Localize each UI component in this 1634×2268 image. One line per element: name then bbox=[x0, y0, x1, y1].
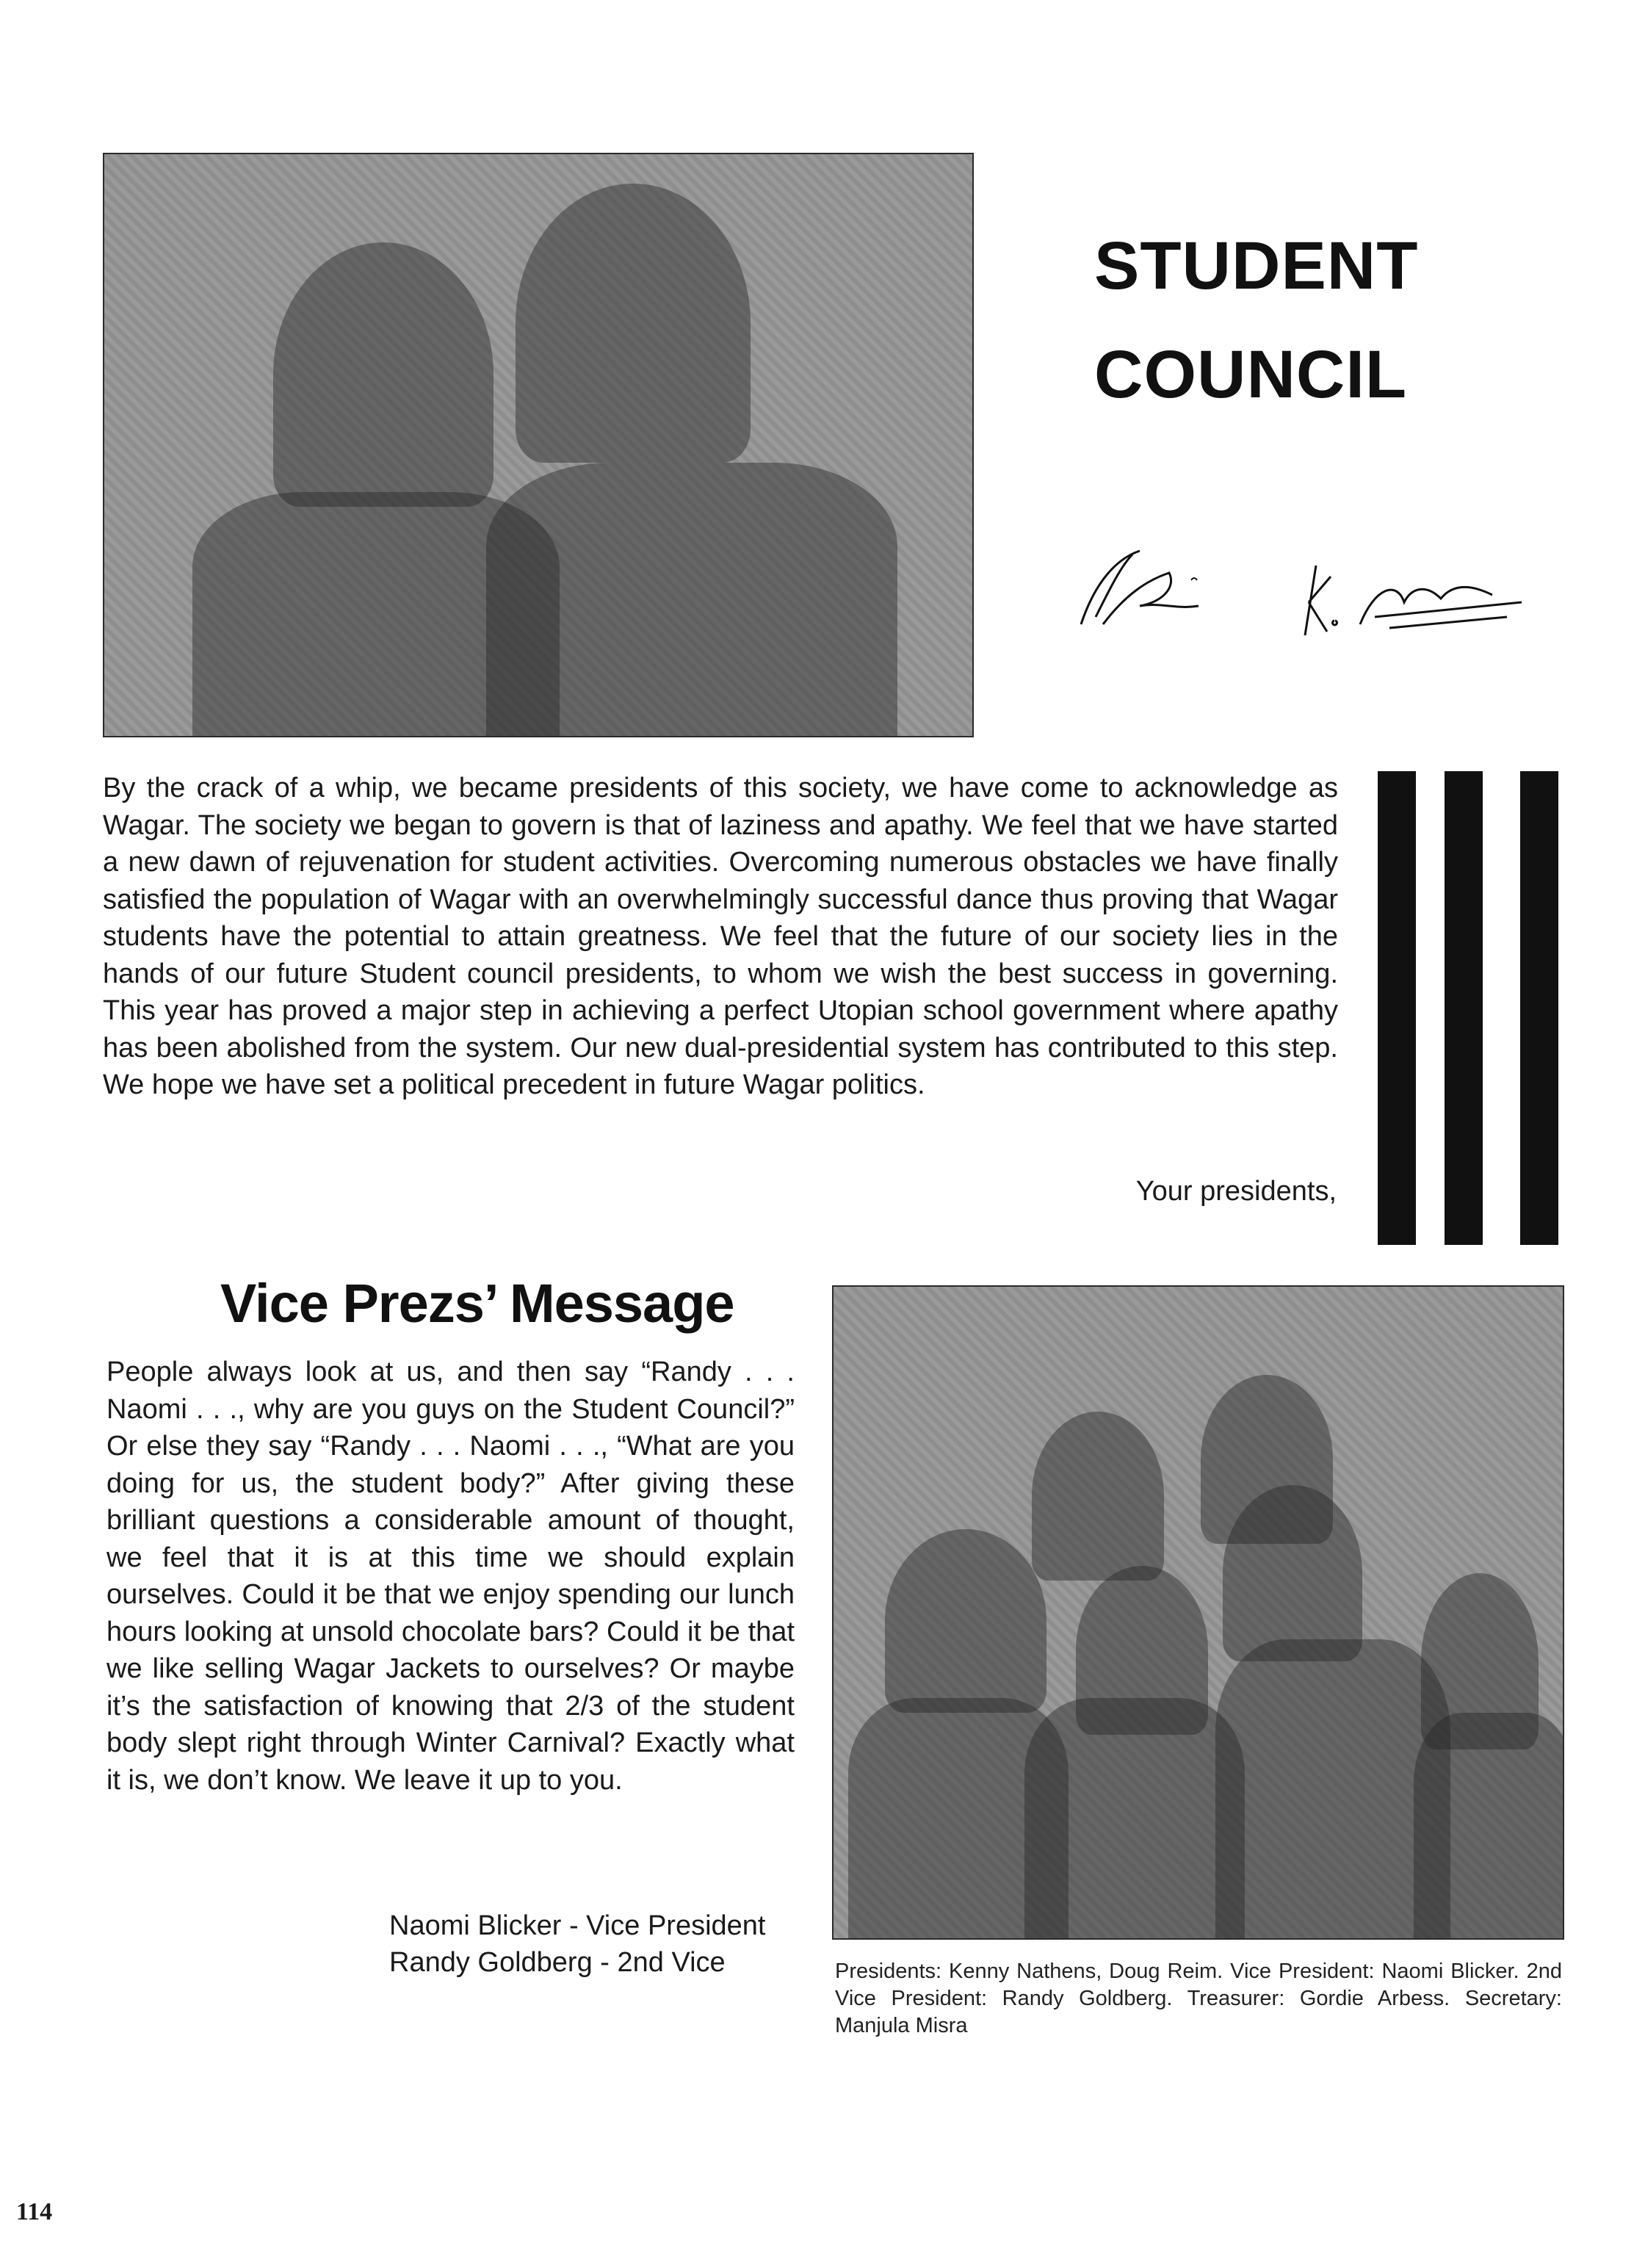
group-photo-caption: Presidents: Kenny Nathens, Doug Reim. Vice President: Naomi Blicker. 2nd Vice President: Randy Goldberg. Treasurer: Gordie Arbess. Secretary: Manjula Misra bbox=[835, 1960, 1562, 2037]
title-line-2: COUNCIL bbox=[1094, 337, 1408, 412]
vice-signature-line-2: Randy Goldberg - 2nd Vice bbox=[389, 1947, 726, 1978]
vice-message-body: People always look at us, and then say “Randy . . . Naomi . . ., why are you guys on the Student Council?” Or else they say “Randy . . . Naomi . . ., “What are you doing for us, the student body?” After giving these brilliant questions a considerable amount of thought, we feel that it is at this time we should explain ourselves. Could it be that we enjoy spending our lunch hours looking at unsold chocolate bars? Could it be that we like selling Wagar Jackets to ourselves? Or maybe it’s the satisfaction of knowing that 2/3 of the student body slept right through Winter Carnival? Exactly what it is, we don’t know. We leave it up to you. bbox=[106, 1357, 795, 1796]
page-title bbox=[1094, 212, 1461, 429]
page-number: 114 bbox=[16, 2198, 53, 2225]
decorative-bar bbox=[1520, 771, 1558, 1245]
presidents-letter: By the crack of a whip, we became presidents of this society, we have come to acknowledge as Wagar. The society we began to govern is that of laziness and apathy. We feel that we have started a new dawn of rejuvenation for student activities. Overcoming numerous obstacles we have finally satisfied the population of Wagar with an overwhelmingly successful dance thus proving that Wagar students have the potential to attain greatness. We feel that the future of our society lies in the hands of our future Student council presidents, to whom we wish the best success in governing. This year has proved a major step in achieving a perfect Utopian school government where apathy has been abolished from the system. Our new dual-presidential system has contributed to this step. We hope we have set a political precedent in future Wagar politics. bbox=[103, 773, 1338, 1100]
decorative-bar bbox=[1378, 771, 1416, 1245]
title-line-1: STUDENT bbox=[1094, 228, 1419, 303]
presidents-photo bbox=[103, 153, 974, 737]
vice-signature-line-1: Naomi Blicker - Vice President bbox=[389, 1910, 766, 1941]
presidents-signatures bbox=[1052, 536, 1536, 646]
presidents-closing: Your presidents, bbox=[1135, 1176, 1337, 1207]
decorative-bar bbox=[1445, 771, 1483, 1245]
council-group-photo bbox=[832, 1285, 1564, 1940]
vice-message-heading: Vice Prezs’ Message bbox=[220, 1273, 734, 1334]
vice-message-signature bbox=[389, 1907, 830, 1981]
